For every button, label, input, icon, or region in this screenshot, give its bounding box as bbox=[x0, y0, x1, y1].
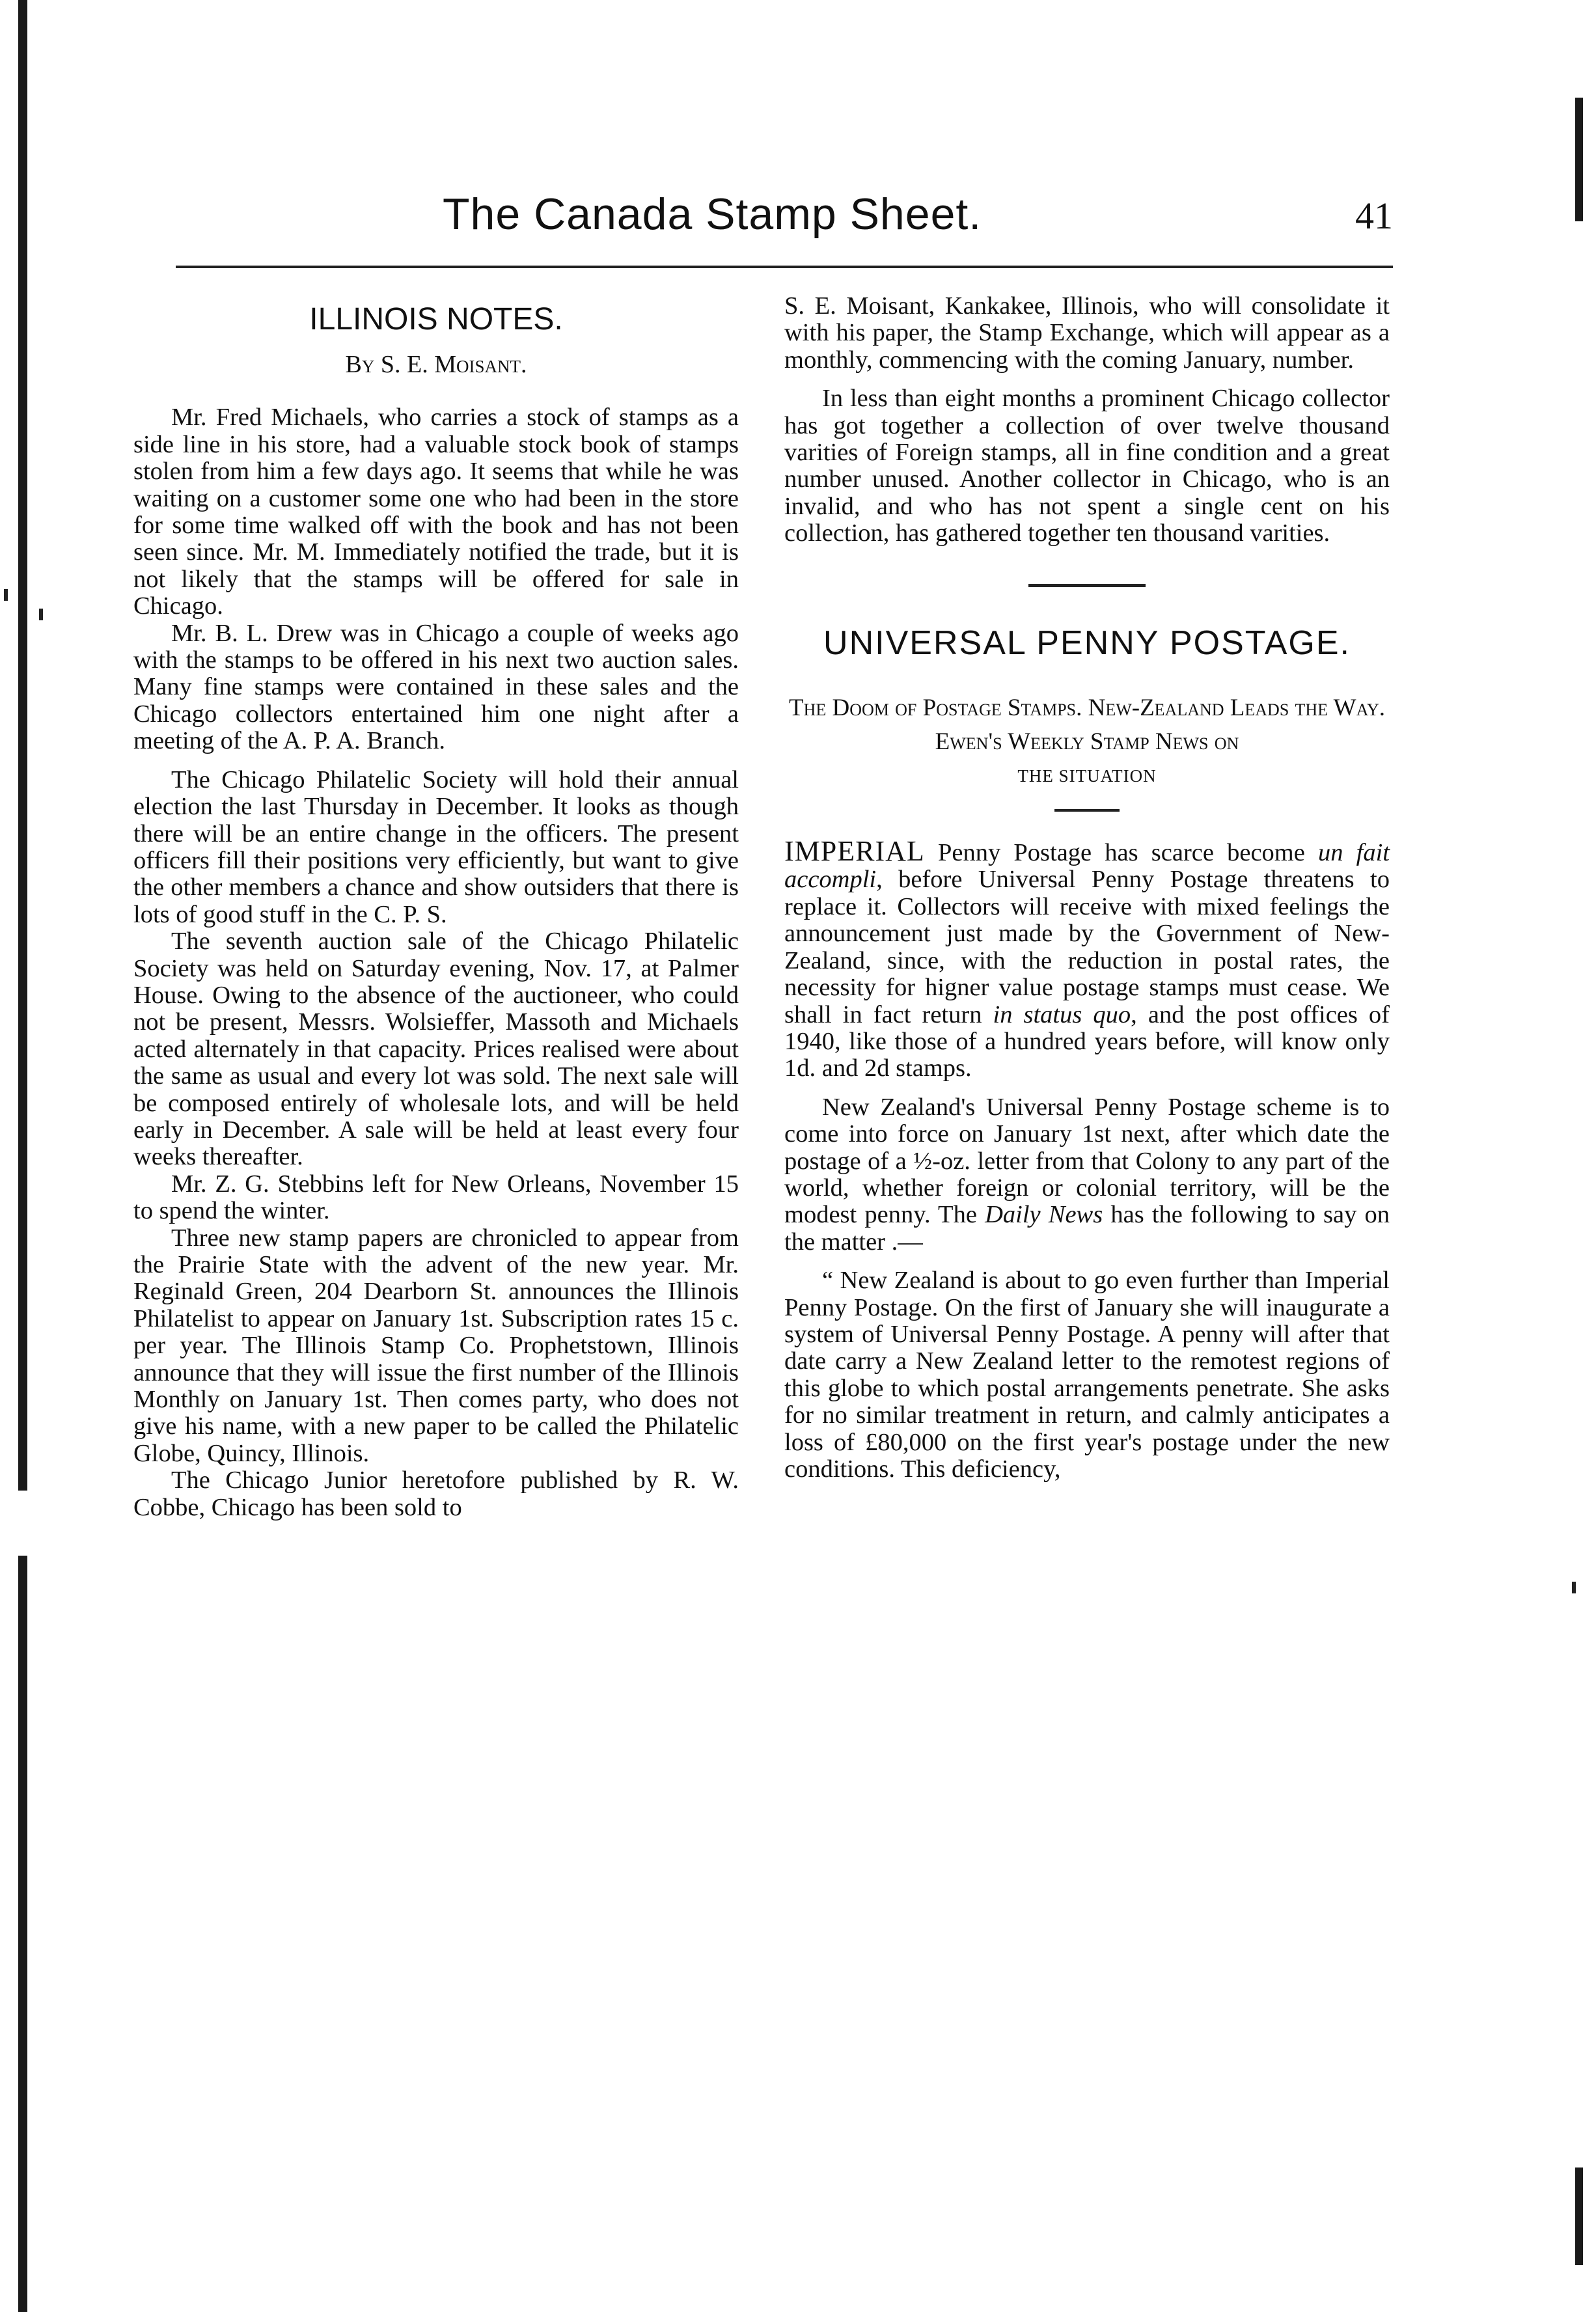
page-edge-rule bbox=[18, 0, 27, 2312]
text-run: New Zealand's Universal Penny Postage scheme is to come into force on January 1st next, after which date the postage of a ½-oz. letter from that Colony to any part of the world, whether foreign or colonial territory, will be the modest penny. The bbox=[784, 1093, 1390, 1229]
header-rule bbox=[176, 266, 1393, 268]
scan-speck bbox=[39, 609, 43, 620]
subhead-divider bbox=[1054, 809, 1120, 812]
italic-phrase: Daily News bbox=[985, 1201, 1103, 1229]
illinois-notes-byline: By S. E. Moisant. bbox=[345, 351, 527, 378]
page-edge-gap bbox=[18, 1491, 27, 1556]
article-paragraph: Three new stamp papers are chronicled to appear from the Prairie State with the advent of the new year. Mr. Reginald Green, 204 Dearborn St. announces the Illinois Philatelist to appear on January 1st. Subscription rates 15 c. per year. The Illinois Stamp Co. Prophetstown, Illinois announce that they will issue the first number of the Illinois Monthly on January 1st. Then comes party, who does not give his name, with a new paper to be called the Philatelic Globe, Quincy, Illinois. bbox=[133, 1224, 739, 1467]
article-paragraph: “ New Zealand is about to go even further than Imperial Penny Postage. On the first of January she will inaugurate a system of Universal Penny Postage. A penny will after that date carry a New Zealand letter to the remotest regions of this globe to which postal arrangements penetrate. She asks for no similar treatment in return, and calmly anticipates a loss of £80,000 on the first year's postage under the new conditions. This deficiency, bbox=[784, 1267, 1390, 1483]
publication-title: The Canada Stamp Sheet. bbox=[443, 189, 982, 239]
left-column bbox=[133, 293, 739, 1521]
universal-penny-postage-heading: UNIVERSAL PENNY POSTAGE. bbox=[823, 624, 1351, 662]
page-number: 41 bbox=[1355, 195, 1393, 237]
article-paragraph: In less than eight months a prominent Chicago collector has got together a collection of over twelve thousand varities of Foreign stamps, all in fine condition and a great number unused. Another collector in Chicago, who is an invalid, and who has not spent a single cent on his collection, has gathered together ten thousand varities. bbox=[784, 385, 1390, 547]
text-run: , before Universal Penny Postage threatens to replace it. Collectors will receive with mixed feelings the announcement just made by the Government of New-Zealand, since, with the reduction in postal rates, the necessity for higner value postage stamps must cease. We shall in fact return bbox=[784, 866, 1390, 1028]
article-continuation: S. E. Moisant, Kankakee, Illinois, who will consolidate it with his paper, the Stamp Exchange, which will appear as a monthly, commencing with the coming January, number. bbox=[784, 292, 1390, 374]
article-paragraph bbox=[784, 1094, 1390, 1256]
penny-postage-subheading-small: THE SITUATION bbox=[1017, 765, 1157, 786]
scan-speck bbox=[4, 589, 8, 601]
article-paragraph: Mr. B. L. Drew was in Chicago a couple of weeks ago with the stamps to be offered in his next two auction sales. Many fine stamps were contained in these sales and the Chicago collectors entertained him one night after a meeting of the A. P. A. Branch. bbox=[133, 619, 739, 755]
section-divider bbox=[1028, 584, 1146, 587]
text-run: has the following to say on the matter .— bbox=[784, 1201, 1390, 1256]
text-run: Penny Postage has scarce become bbox=[924, 839, 1318, 867]
text-run: , and the post offices of 1940, like those of a hundred years before, will know only 1d. and 2d stamps. bbox=[784, 1000, 1390, 1082]
scan-speck bbox=[1572, 1582, 1576, 1593]
italic-phrase: in status quo bbox=[993, 1000, 1131, 1028]
italic-phrase: un fait accompli bbox=[784, 839, 1390, 894]
article-paragraph: The Chicago Junior heretofore published by R. W. Cobbe, Chicago has been sold to bbox=[133, 1466, 739, 1521]
scan-edge-mark bbox=[1575, 98, 1583, 221]
illinois-notes-heading: ILLINOIS NOTES. bbox=[309, 302, 563, 337]
article-paragraph: Mr. Z. G. Stebbins left for New Orleans, November 15 to spend the winter. bbox=[133, 1170, 739, 1225]
article-paragraph: Mr. Fred Michaels, who carries a stock of stamps as a side line in his store, had a valuable stock book of stamps stolen from him a few days ago. It seems that while he was waiting on a customer some one who had been in the store for some time walked off with the book and has not been seen since. Mr. M. Immediately notified the trade, but it is not likely that the stamps will be offered for sale in Chicago. bbox=[133, 404, 739, 620]
article-paragraph bbox=[784, 835, 1390, 1082]
article-paragraph: The seventh auction sale of the Chicago Philatelic Society was held on Saturday evening, Nov. 17, at Palmer House. Owing to the absence of the auctioneer, who could not be present, Messrs. Wolsieffer, Massoth and Michaels acted alternately in that capacity. Prices realised were about the same as usual and every lot was sold. The next sale will be composed entirely of wholesale lots, and will be held early in December. A sale will be held at least every four weeks thereafter. bbox=[133, 928, 739, 1171]
right-column bbox=[784, 293, 1390, 1483]
lead-word: IMPERIAL bbox=[784, 835, 925, 868]
penny-postage-subheading: The Doom of Postage Stamps. New-Zealand Leads the Way. Ewen's Weekly Stamp News on bbox=[788, 694, 1386, 755]
page-header bbox=[176, 182, 1393, 254]
scan-edge-mark bbox=[1575, 2168, 1583, 2265]
article-paragraph: The Chicago Philatelic Society will hold their annual election the last Thursday in December. It looks as though there will be an entire change in the officers. The present officers fill their positions very efficiently, but want to give the other members a chance and show outsiders that there is lots of good stuff in the C. P. S. bbox=[133, 765, 739, 928]
